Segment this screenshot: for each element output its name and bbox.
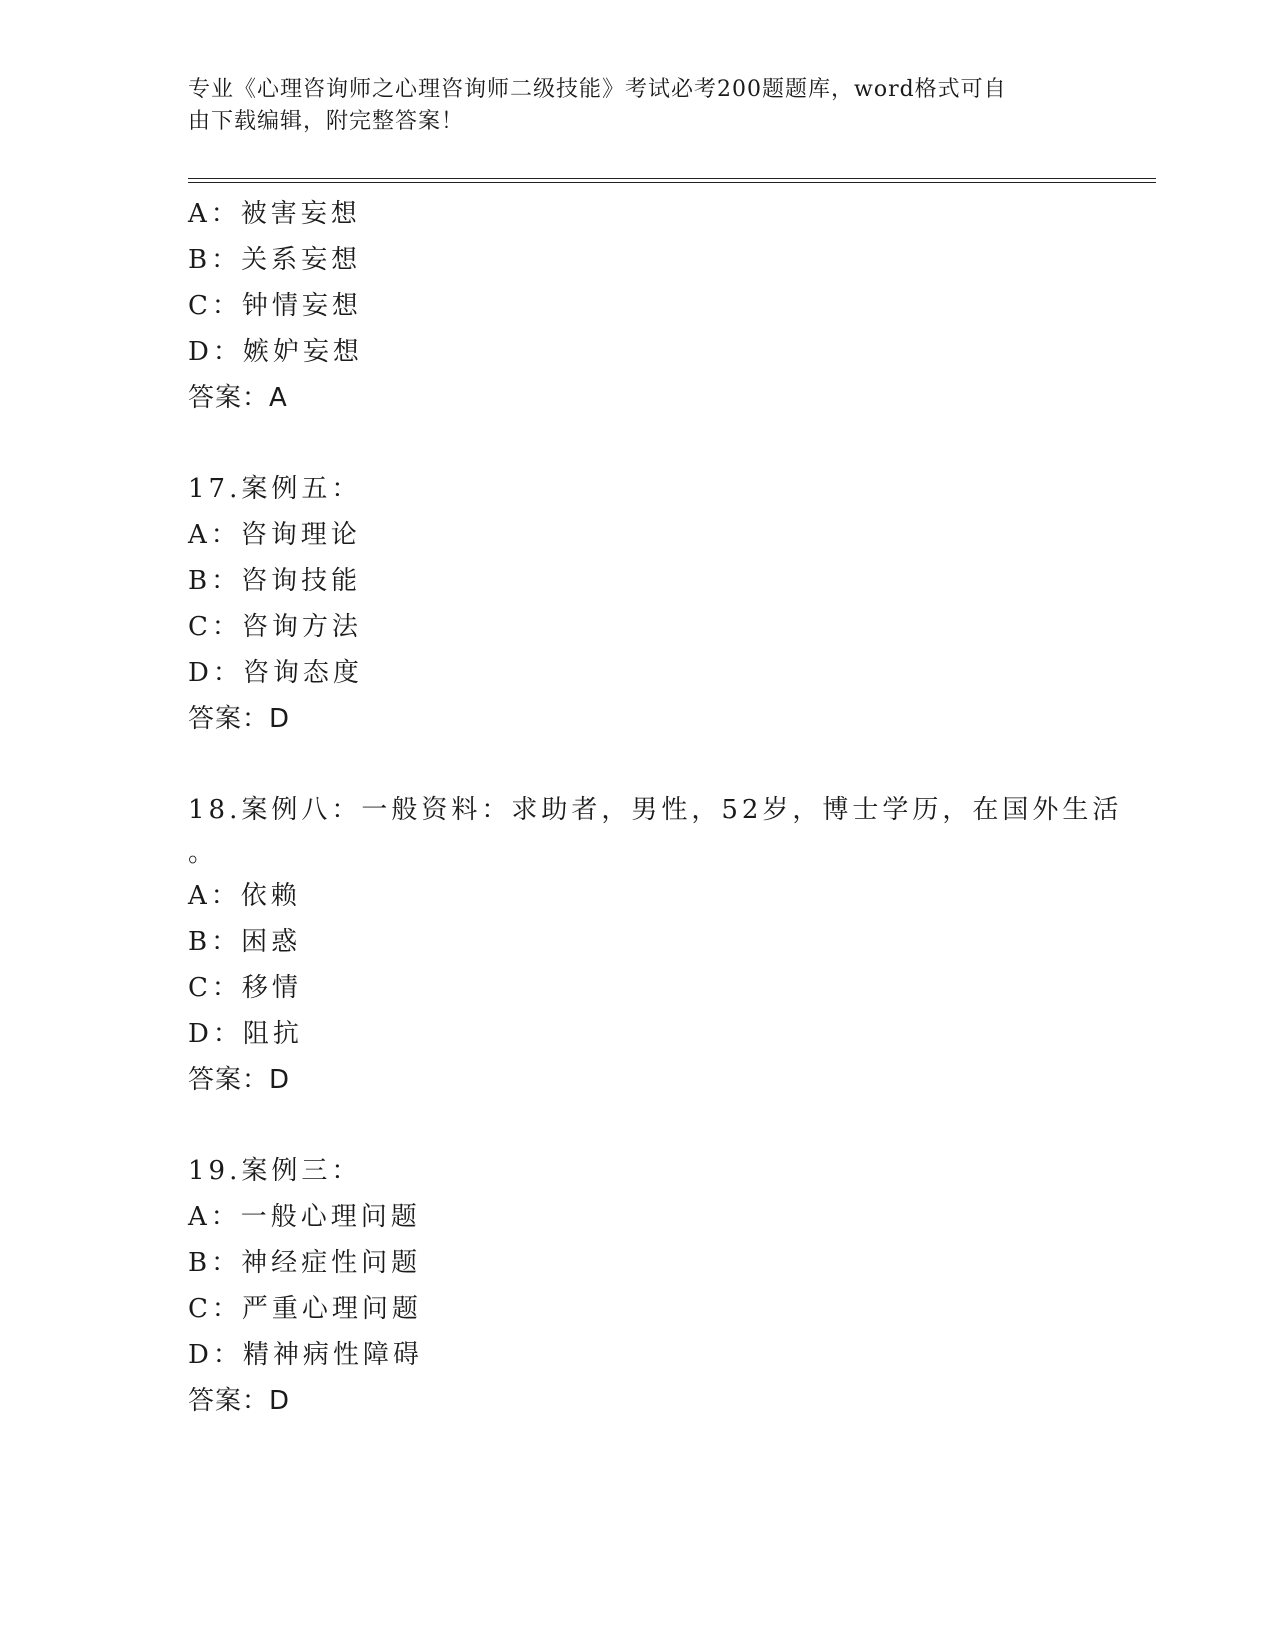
option-d: D：嫉妒妄想 (188, 337, 363, 367)
document-header (188, 74, 1068, 138)
question-block-19 (188, 1148, 1108, 1424)
question-block-17 (188, 466, 1108, 742)
question-stem: 18.案例八：一般资料：求助者，男性，52岁，博士学历，在国外生活 (188, 795, 1123, 825)
question-stem-continuation: 。 (188, 838, 215, 868)
option-a: A：咨询理论 (188, 520, 361, 550)
option-d: D：咨询态度 (188, 658, 363, 688)
spacer (188, 742, 1108, 787)
header-line-1: 专业《心理咨询师之心理咨询师二级技能》考试必考200题题库，word格式可自 (188, 77, 1007, 102)
header-rule-bottom (188, 182, 1156, 183)
header-rule-top (188, 178, 1156, 179)
answer-line: 答案：D (188, 1065, 291, 1095)
question-stem: 19.案例三： (188, 1156, 362, 1186)
option-b: B：神经症性问题 (188, 1248, 422, 1278)
spacer (188, 421, 1108, 466)
option-a: A：依赖 (188, 881, 301, 911)
option-a: A：被害妄想 (188, 199, 361, 229)
question-block-18 (188, 787, 1123, 1103)
question-list (188, 191, 1123, 1424)
option-c: C：严重心理问题 (188, 1294, 422, 1324)
option-b: B：困惑 (188, 927, 302, 957)
option-b: B：关系妄想 (188, 245, 362, 275)
option-a: A：一般心理问题 (188, 1202, 421, 1232)
answer-line: 答案：D (188, 704, 291, 734)
answer-line: 答案：D (188, 1386, 291, 1416)
question-stem: 17.案例五： (188, 474, 362, 504)
option-b: B：咨询技能 (188, 566, 362, 596)
spacer (188, 1103, 1108, 1148)
header-line-2: 由下载编辑，附完整答案！ (188, 109, 465, 134)
option-d: D：阻抗 (188, 1019, 303, 1049)
option-d: D：精神病性障碍 (188, 1340, 423, 1370)
question-block-16 (188, 191, 1108, 421)
option-c: C：钟情妄想 (188, 291, 362, 321)
answer-line: 答案：A (188, 383, 288, 413)
option-c: C：咨询方法 (188, 612, 362, 642)
option-c: C：移情 (188, 973, 302, 1003)
